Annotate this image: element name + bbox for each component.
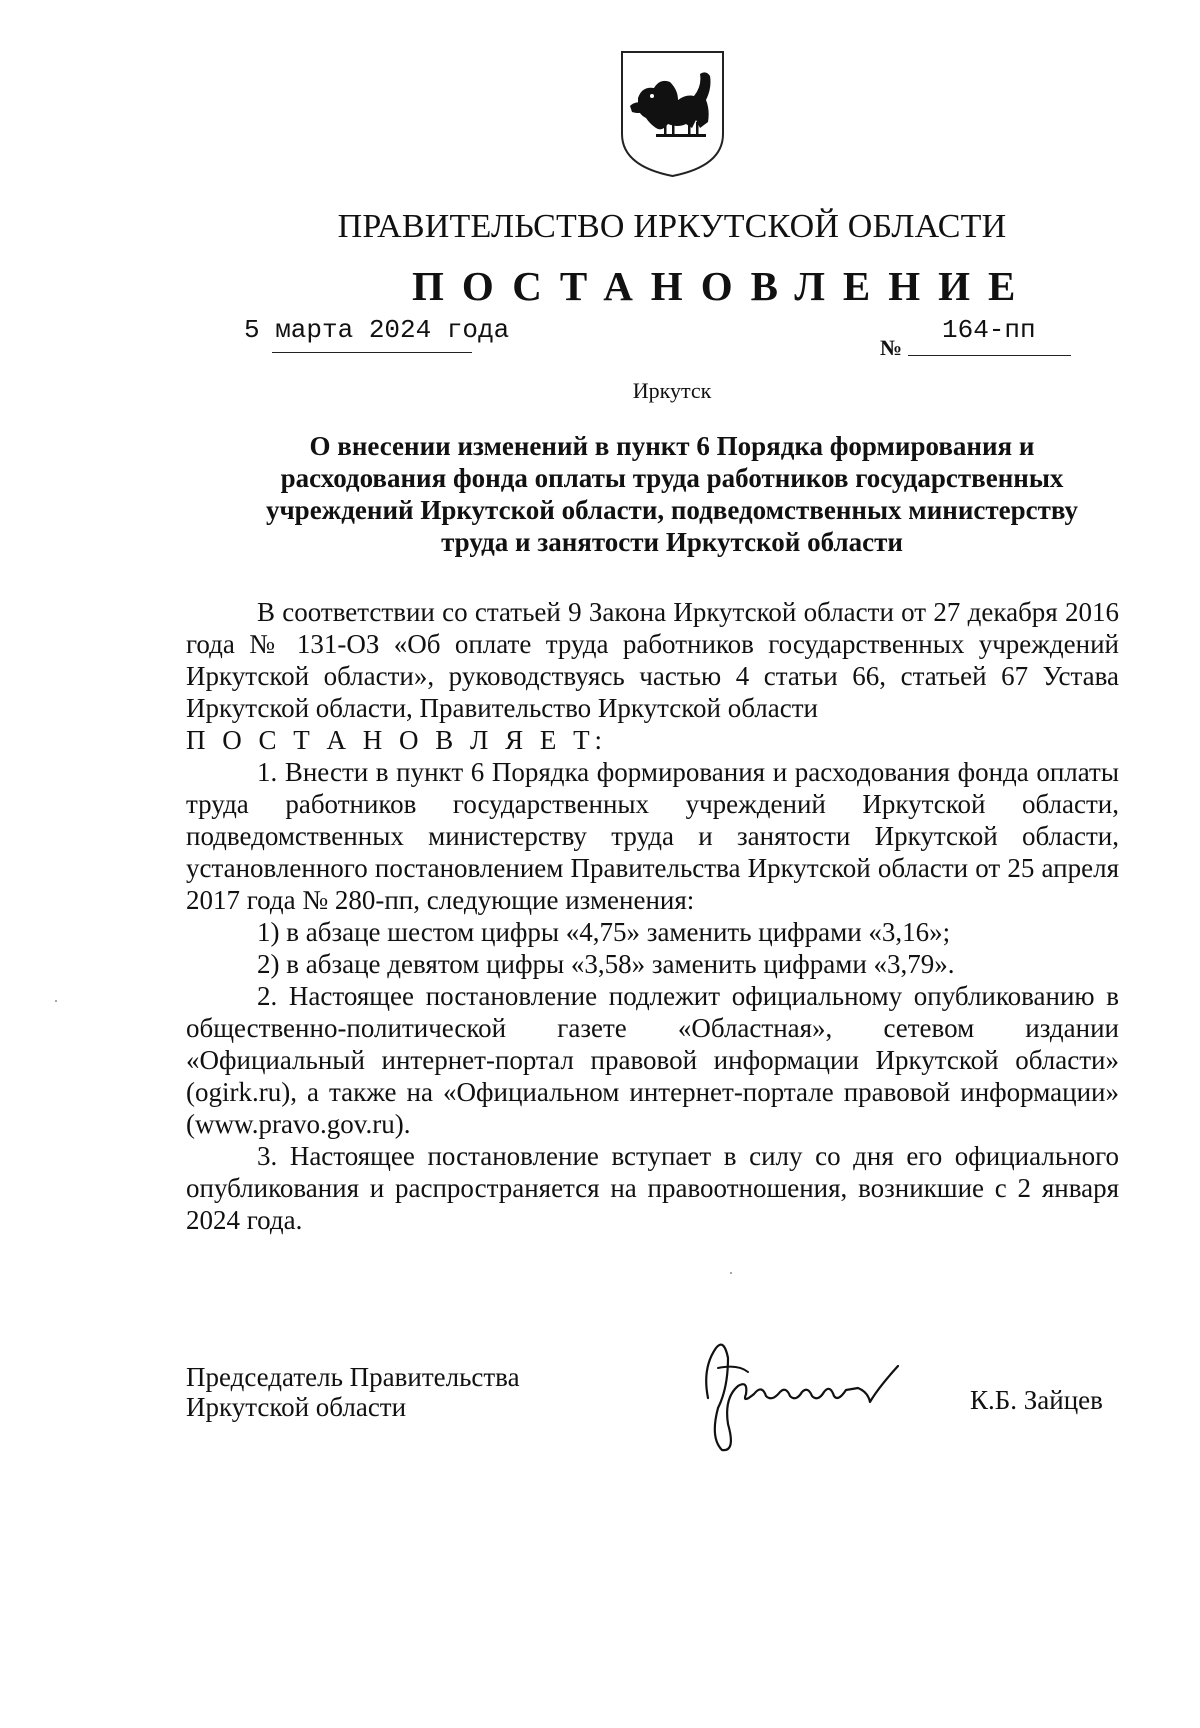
signatory-title-line: Иркутской области <box>186 1392 407 1422</box>
preamble-paragraph: В соответствии со статьей 9 Закона Иркутской области от 27 декабря 2016 года № 131-ОЗ «Об оплате труда работников государственных учреждений Иркутской области», руководствуясь частью 4 статьи 66, статьей 67 Устава Иркутской области, Правительство Иркутской области <box>186 597 1119 723</box>
document-date: 5 марта 2024 года <box>244 315 510 345</box>
item-3-paragraph: 3. Настоящее постановление вступает в силу со дня его официального опубликования и распространяется на правоотношения, возникшие с 2 января 2024 года. <box>186 1141 1119 1235</box>
signatory-title-line: Председатель Правительства <box>186 1362 520 1392</box>
organization-text: ПРАВИТЕЛЬСТВО ИРКУТСКОЙ ОБЛАСТИ <box>337 208 1007 245</box>
signatory-name: К.Б. Зайцев <box>970 1385 1103 1415</box>
coat-of-arms-icon <box>616 48 729 180</box>
city-name: Иркутск <box>632 378 712 403</box>
title-line: учреждений Иркутской области, подведомственных министерству <box>265 495 1079 525</box>
scan-speck <box>55 1000 57 1002</box>
document-number: 164-пп <box>942 315 1036 345</box>
item-1-subitem-1: 1) в абзаце шестом цифры «4,75» заменить цифрами «3,16»; <box>257 917 951 947</box>
item-1-subitem-2: 2) в абзаце девятом цифры «3,58» заменить цифрами «3,79». <box>257 949 955 979</box>
organization-name <box>0 208 1200 246</box>
number-underline <box>908 355 1071 356</box>
number-label: № <box>880 335 903 360</box>
item-2-paragraph: 2. Настоящее постановление подлежит официальному опубликованию в общественно-политической газете «Областная», сетевом издании «Официальный интернет-портал правовой информации Иркутской области» (ogirk.ru), а также на «Официальном интернет-портале правовой информации» (www.pravo.gov.ru). <box>186 981 1119 1139</box>
title-line: О внесении изменений в пункт 6 Порядка формирования и <box>309 431 1035 461</box>
decree-word: П О С Т А Н О В Л Я Е Т: <box>186 725 608 755</box>
handwritten-signature <box>688 1328 918 1458</box>
scan-speck <box>730 1272 732 1274</box>
signatory-title <box>186 1362 520 1422</box>
item-1-paragraph: 1. Внести в пункт 6 Порядка формирования и расходования фонда оплаты труда работников государственных учреждений Иркутской области, подведомственных министерству труда и занятости Иркутской области, установленного постановлением Правительства Иркутской области от 25 апреля 2017 года № 280-пп, следующие изменения: <box>186 757 1119 915</box>
document-type: ПОСТАНОВЛЕНИЕ <box>412 263 1034 309</box>
document-title <box>200 430 1144 558</box>
date-underline <box>272 352 472 353</box>
title-line: труда и занятости Иркутской области <box>441 527 903 557</box>
title-line: расходования фонда оплаты труда работников государственных <box>280 463 1064 493</box>
document-body <box>186 596 1119 1236</box>
